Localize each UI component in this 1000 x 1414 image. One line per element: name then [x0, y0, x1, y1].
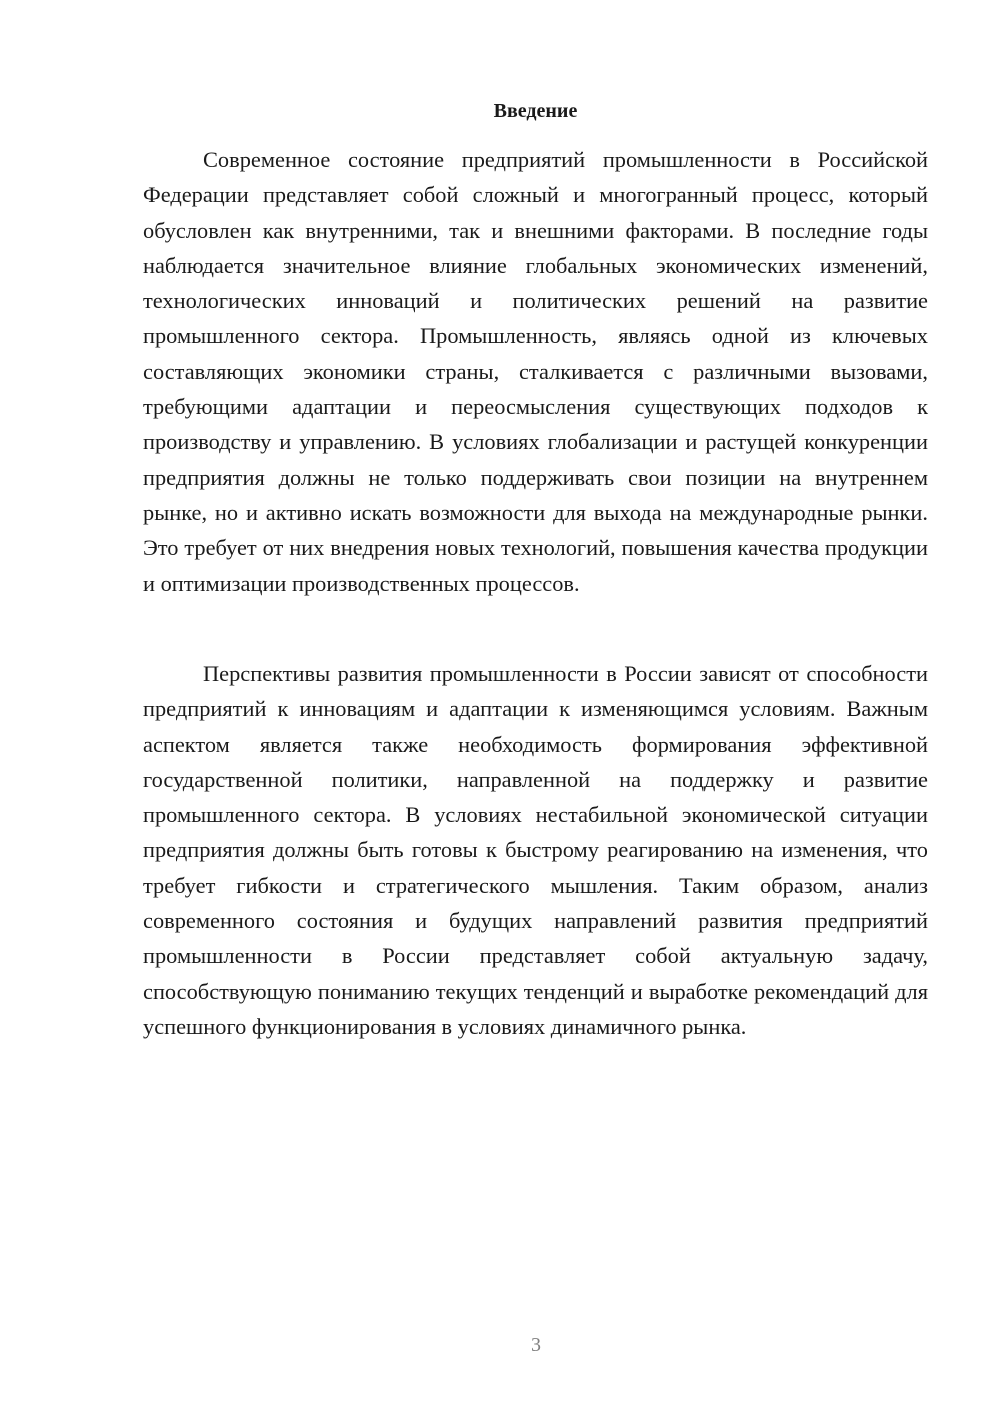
- section-heading: Введение: [493, 100, 578, 122]
- paragraph-1: Современное состояние предприятий промышленности в Российской Федерации представляет собой сложный и многогранный процесс, который обусловлен как внутренними, так и внешними факторами. В последние годы наблюдается значительное влияние глобальных экономических изменений, технологических инноваций и политических решений на развитие промышленного сектора. Промышленность, являясь одной из ключевых составляющих экономики страны, сталкивается с различными вызовами, требующими адаптации и переосмысления существующих подходов к производству и управлению. В условиях глобализации и растущей конкуренции предприятия должны не только поддерживать свои позиции на внутреннем рынке, но и активно искать возможности для выхода на международные рынки. Это требует от них внедрения новых технологий, повышения качества продукции и оптимизации производственных процессов.: [143, 147, 928, 596]
- paragraph-2: Перспективы развития промышленности в России зависят от способности предприятий к инновациям и адаптации к изменяющимся условиям. Важным аспектом является также необходимость формирования эффективной государственной политики, направленной на поддержку и развитие промышленного сектора. В условиях нестабильной экономической ситуации предприятия должны быть готовы к быстрому реагированию на изменения, что требует гибкости и стратегического мышления. Таким образом, анализ современного состояния и будущих направлений развития предприятий промышленности в России представляет собой актуальную задачу, способствующую пониманию текущих тенденций и выработке рекомендаций для успешного функционирования в условиях динамичного рынка.: [143, 661, 928, 1039]
- page-number: 3: [531, 1334, 541, 1356]
